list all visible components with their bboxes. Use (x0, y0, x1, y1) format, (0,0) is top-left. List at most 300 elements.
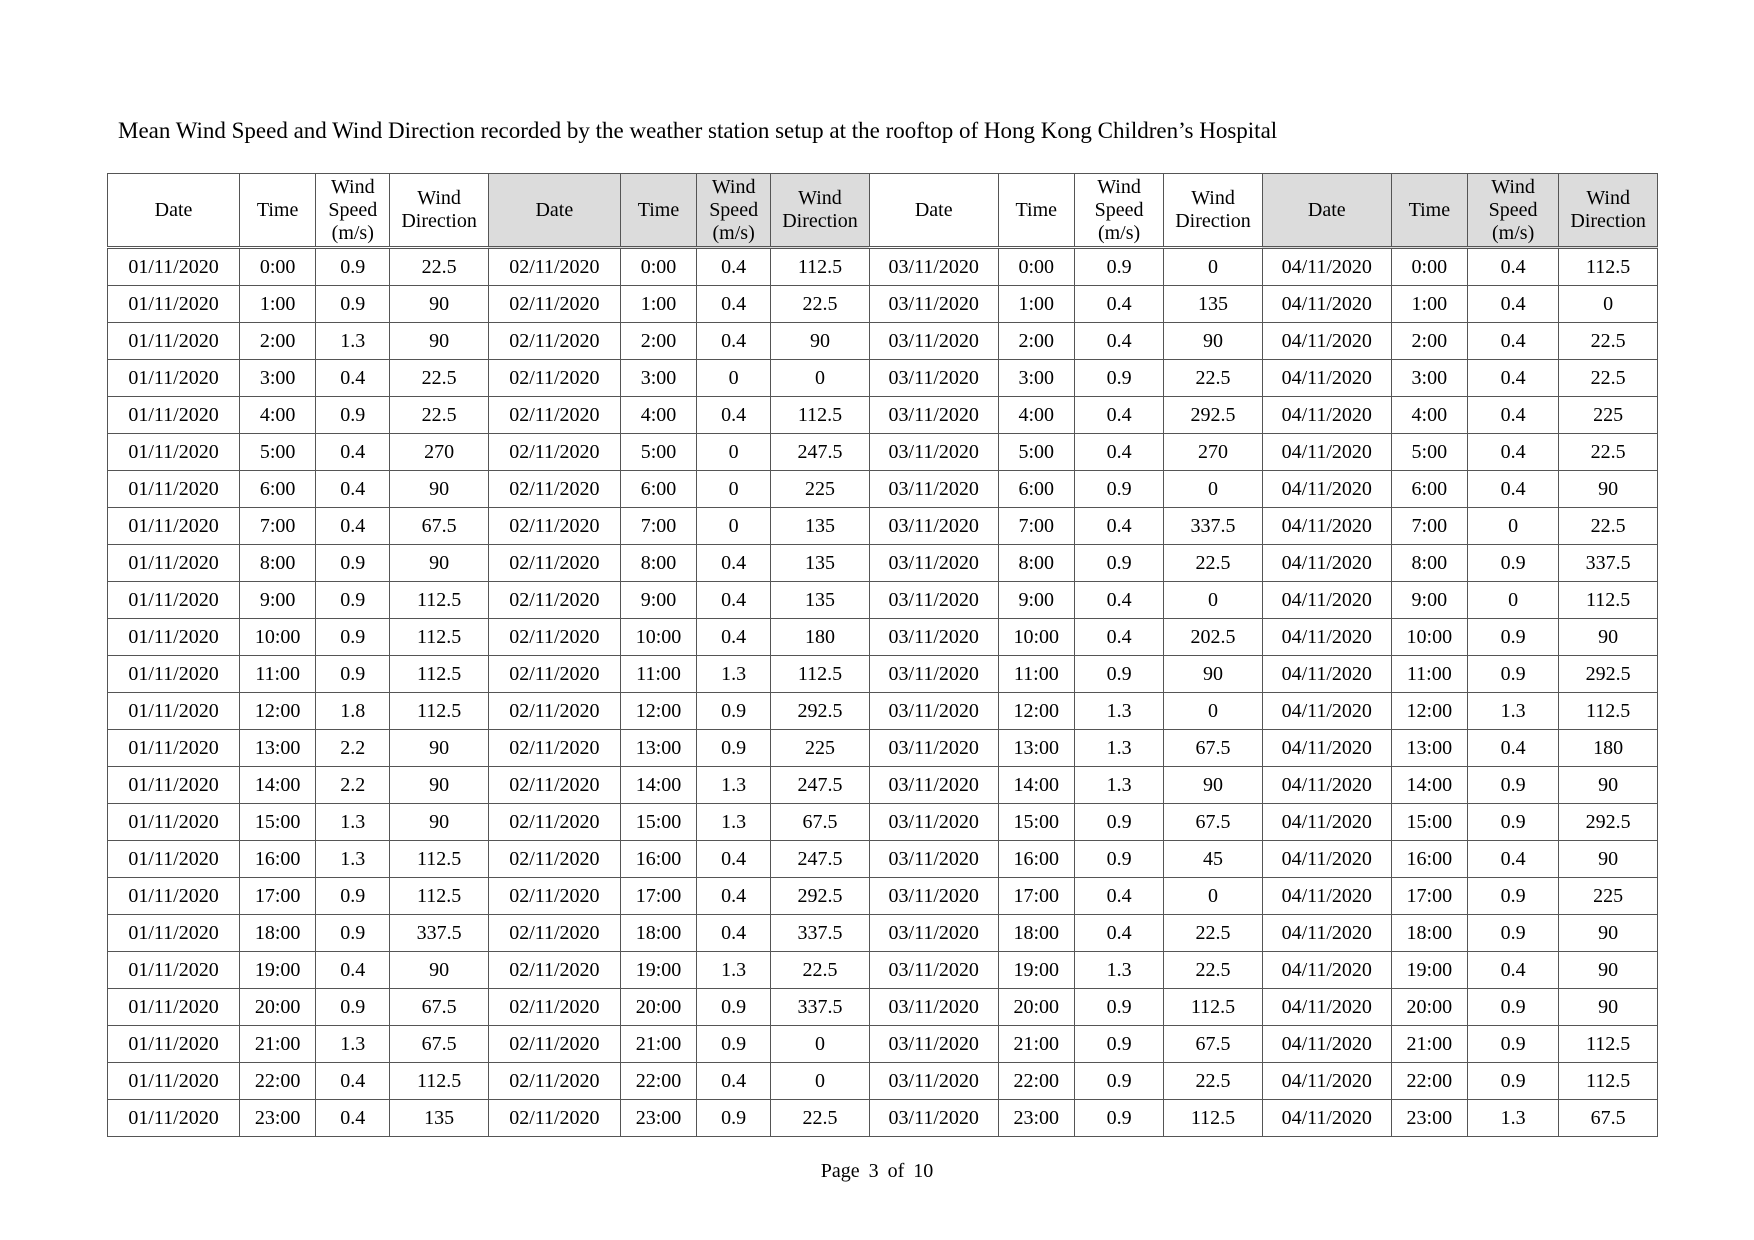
wind-speed-cell: 0.9 (697, 730, 771, 767)
time-cell: 18:00 (998, 915, 1074, 952)
time-cell: 15:00 (620, 804, 696, 841)
date-cell: 04/11/2020 (1262, 1100, 1391, 1137)
time-cell: 20:00 (998, 989, 1074, 1026)
wind-speed-cell: 0.9 (1074, 1026, 1163, 1063)
time-cell: 20:00 (1391, 989, 1467, 1026)
date-cell: 02/11/2020 (488, 878, 620, 915)
wind-speed-cell: 0.4 (1467, 841, 1558, 878)
header-date: Date (108, 174, 240, 248)
time-cell: 5:00 (240, 434, 316, 471)
header-line: Wind (1191, 187, 1235, 209)
header-line: Direction (1175, 210, 1251, 232)
wind-direction-cell: 22.5 (390, 360, 489, 397)
wind-data-table (107, 173, 1658, 1137)
wind-speed-cell: 0.4 (1074, 434, 1163, 471)
header-line: Direction (1570, 210, 1646, 232)
wind-direction-cell: 90 (1559, 471, 1658, 508)
time-cell: 0:00 (240, 248, 316, 286)
wind-direction-cell: 112.5 (1559, 693, 1658, 730)
time-cell: 3:00 (240, 360, 316, 397)
table-row (108, 1026, 1658, 1063)
date-cell: 01/11/2020 (108, 1026, 240, 1063)
date-cell: 04/11/2020 (1262, 952, 1391, 989)
header-time: Time (620, 174, 696, 248)
header-wind-speed (1074, 174, 1163, 248)
wind-speed-cell: 0.4 (316, 1063, 390, 1100)
wind-speed-cell: 0.4 (1074, 397, 1163, 434)
wind-speed-cell: 1.3 (1074, 767, 1163, 804)
wind-direction-cell: 225 (771, 471, 870, 508)
date-cell: 04/11/2020 (1262, 397, 1391, 434)
wind-speed-cell: 0.4 (697, 841, 771, 878)
time-cell: 13:00 (240, 730, 316, 767)
wind-direction-cell: 0 (771, 1063, 870, 1100)
wind-speed-cell: 0.9 (316, 915, 390, 952)
wind-speed-cell: 0.9 (1074, 545, 1163, 582)
wind-direction-cell: 112.5 (771, 248, 870, 286)
date-cell: 03/11/2020 (869, 582, 998, 619)
page-label: Page (820, 1160, 860, 1182)
date-cell: 03/11/2020 (869, 767, 998, 804)
wind-speed-cell: 0.4 (316, 471, 390, 508)
time-cell: 2:00 (1391, 323, 1467, 360)
date-cell: 02/11/2020 (488, 989, 620, 1026)
wind-speed-cell: 0.9 (1467, 804, 1558, 841)
wind-direction-cell: 90 (1164, 323, 1263, 360)
time-cell: 15:00 (240, 804, 316, 841)
wind-direction-cell: 90 (1559, 841, 1658, 878)
date-cell: 04/11/2020 (1262, 1063, 1391, 1100)
header-wind-direction (1164, 174, 1263, 248)
time-cell: 1:00 (620, 286, 696, 323)
time-cell: 7:00 (240, 508, 316, 545)
wind-speed-cell: 0.4 (697, 286, 771, 323)
date-cell: 02/11/2020 (488, 693, 620, 730)
wind-speed-cell: 0.9 (1074, 471, 1163, 508)
wind-speed-cell: 1.3 (697, 952, 771, 989)
date-cell: 04/11/2020 (1262, 804, 1391, 841)
date-cell: 03/11/2020 (869, 397, 998, 434)
date-cell: 04/11/2020 (1262, 471, 1391, 508)
date-cell: 01/11/2020 (108, 286, 240, 323)
date-cell: 03/11/2020 (869, 989, 998, 1026)
header-time: Time (240, 174, 316, 248)
date-cell: 01/11/2020 (108, 434, 240, 471)
date-cell: 02/11/2020 (488, 767, 620, 804)
table-row (108, 360, 1658, 397)
date-cell: 01/11/2020 (108, 989, 240, 1026)
of-label: of (887, 1160, 905, 1182)
time-cell: 10:00 (998, 619, 1074, 656)
wind-speed-cell: 0.9 (316, 989, 390, 1026)
wind-direction-cell: 337.5 (390, 915, 489, 952)
date-cell: 04/11/2020 (1262, 582, 1391, 619)
time-cell: 2:00 (998, 323, 1074, 360)
wind-direction-cell: 292.5 (1559, 804, 1658, 841)
wind-speed-cell: 0.4 (1074, 582, 1163, 619)
time-cell: 6:00 (620, 471, 696, 508)
wind-direction-cell: 112.5 (1559, 1063, 1658, 1100)
wind-speed-cell: 0.9 (316, 878, 390, 915)
time-cell: 14:00 (998, 767, 1074, 804)
wind-direction-cell: 67.5 (390, 989, 489, 1026)
table-row (108, 471, 1658, 508)
time-cell: 12:00 (240, 693, 316, 730)
wind-direction-cell: 112.5 (1164, 989, 1263, 1026)
header-date: Date (1262, 174, 1391, 248)
wind-direction-cell: 67.5 (390, 508, 489, 545)
date-cell: 03/11/2020 (869, 693, 998, 730)
table-row (108, 915, 1658, 952)
wind-speed-cell: 0.4 (316, 434, 390, 471)
time-cell: 5:00 (998, 434, 1074, 471)
date-cell: 03/11/2020 (869, 804, 998, 841)
wind-direction-cell: 180 (771, 619, 870, 656)
date-cell: 04/11/2020 (1262, 323, 1391, 360)
table-row (108, 545, 1658, 582)
wind-speed-cell: 1.3 (1074, 730, 1163, 767)
header-date: Date (488, 174, 620, 248)
date-cell: 01/11/2020 (108, 248, 240, 286)
wind-direction-cell: 292.5 (1164, 397, 1263, 434)
page-number: 3 (868, 1160, 879, 1182)
header-date: Date (869, 174, 998, 248)
wind-speed-cell: 0.9 (1467, 878, 1558, 915)
wind-direction-cell: 0 (771, 360, 870, 397)
wind-speed-cell: 0.4 (316, 952, 390, 989)
wind-direction-cell: 22.5 (1164, 952, 1263, 989)
time-cell: 19:00 (998, 952, 1074, 989)
wind-direction-cell: 67.5 (1164, 804, 1263, 841)
wind-direction-cell: 135 (771, 545, 870, 582)
date-cell: 01/11/2020 (108, 619, 240, 656)
table-row (108, 878, 1658, 915)
time-cell: 12:00 (620, 693, 696, 730)
wind-speed-cell: 0.4 (1467, 248, 1558, 286)
date-cell: 03/11/2020 (869, 286, 998, 323)
wind-speed-cell: 0.4 (316, 360, 390, 397)
wind-direction-cell: 180 (1559, 730, 1658, 767)
time-cell: 0:00 (1391, 248, 1467, 286)
wind-speed-cell: 0.4 (1467, 952, 1558, 989)
wind-direction-cell: 67.5 (390, 1026, 489, 1063)
wind-direction-cell: 22.5 (1559, 323, 1658, 360)
time-cell: 23:00 (998, 1100, 1074, 1137)
date-cell: 04/11/2020 (1262, 545, 1391, 582)
wind-direction-cell: 247.5 (771, 434, 870, 471)
wind-speed-cell: 0.4 (1074, 915, 1163, 952)
wind-direction-cell: 0 (771, 1026, 870, 1063)
time-cell: 11:00 (1391, 656, 1467, 693)
wind-direction-cell: 247.5 (771, 767, 870, 804)
time-cell: 2:00 (620, 323, 696, 360)
time-cell: 18:00 (240, 915, 316, 952)
date-cell: 03/11/2020 (869, 323, 998, 360)
date-cell: 04/11/2020 (1262, 656, 1391, 693)
time-cell: 13:00 (1391, 730, 1467, 767)
table-row (108, 804, 1658, 841)
wind-speed-cell: 0.9 (1467, 619, 1558, 656)
header-line: Wind (417, 187, 461, 209)
date-cell: 01/11/2020 (108, 693, 240, 730)
date-cell: 03/11/2020 (869, 619, 998, 656)
time-cell: 8:00 (240, 545, 316, 582)
time-cell: 17:00 (998, 878, 1074, 915)
wind-direction-cell: 90 (1164, 767, 1263, 804)
wind-speed-cell: 0 (697, 360, 771, 397)
date-cell: 02/11/2020 (488, 1026, 620, 1063)
time-cell: 14:00 (240, 767, 316, 804)
time-cell: 9:00 (1391, 582, 1467, 619)
wind-direction-cell: 22.5 (1164, 360, 1263, 397)
time-cell: 8:00 (998, 545, 1074, 582)
wind-direction-cell: 90 (1559, 915, 1658, 952)
header-line: Speed (709, 198, 759, 221)
table-body (108, 248, 1658, 1137)
wind-speed-cell: 0.4 (697, 582, 771, 619)
wind-speed-cell: 1.3 (697, 804, 771, 841)
wind-speed-cell: 0.9 (316, 545, 390, 582)
wind-speed-cell: 0.4 (1467, 286, 1558, 323)
header-line: (m/s) (331, 221, 374, 244)
date-cell: 01/11/2020 (108, 1100, 240, 1137)
wind-speed-cell: 0.4 (1074, 619, 1163, 656)
header-line: Speed (328, 198, 378, 221)
table-row (108, 286, 1658, 323)
time-cell: 16:00 (620, 841, 696, 878)
wind-speed-cell: 0.4 (1074, 323, 1163, 360)
wind-speed-cell: 0.4 (697, 619, 771, 656)
wind-speed-cell: 1.3 (316, 841, 390, 878)
date-cell: 04/11/2020 (1262, 730, 1391, 767)
time-cell: 2:00 (240, 323, 316, 360)
header-line: Wind (1491, 175, 1535, 198)
wind-direction-cell: 67.5 (1164, 1026, 1263, 1063)
date-cell: 04/11/2020 (1262, 878, 1391, 915)
date-cell: 03/11/2020 (869, 545, 998, 582)
time-cell: 10:00 (240, 619, 316, 656)
table-row (108, 619, 1658, 656)
date-cell: 04/11/2020 (1262, 360, 1391, 397)
header-line: (m/s) (1492, 221, 1535, 244)
date-cell: 04/11/2020 (1262, 767, 1391, 804)
time-cell: 6:00 (240, 471, 316, 508)
wind-direction-cell: 90 (390, 767, 489, 804)
time-cell: 10:00 (620, 619, 696, 656)
header-line: Wind (330, 175, 375, 198)
time-cell: 3:00 (620, 360, 696, 397)
time-cell: 11:00 (620, 656, 696, 693)
time-cell: 7:00 (998, 508, 1074, 545)
wind-direction-cell: 90 (771, 323, 870, 360)
date-cell: 01/11/2020 (108, 915, 240, 952)
table-row (108, 323, 1658, 360)
wind-speed-cell: 0.9 (1074, 804, 1163, 841)
date-cell: 02/11/2020 (488, 804, 620, 841)
time-cell: 9:00 (620, 582, 696, 619)
table-row (108, 730, 1658, 767)
wind-direction-cell: 22.5 (771, 1100, 870, 1137)
wind-direction-cell: 112.5 (390, 582, 489, 619)
header-line: Speed (1094, 198, 1144, 221)
time-cell: 9:00 (998, 582, 1074, 619)
time-cell: 22:00 (620, 1063, 696, 1100)
date-cell: 02/11/2020 (488, 360, 620, 397)
wind-speed-cell: 0.9 (1074, 360, 1163, 397)
table-row (108, 434, 1658, 471)
wind-speed-cell: 0.4 (697, 1063, 771, 1100)
header-wind-speed (316, 174, 390, 248)
time-cell: 21:00 (998, 1026, 1074, 1063)
wind-direction-cell: 90 (390, 471, 489, 508)
date-cell: 04/11/2020 (1262, 248, 1391, 286)
table-row (108, 582, 1658, 619)
wind-speed-cell: 0.9 (1467, 767, 1558, 804)
wind-direction-cell: 112.5 (390, 878, 489, 915)
date-cell: 02/11/2020 (488, 434, 620, 471)
wind-speed-cell: 0.9 (316, 248, 390, 286)
wind-speed-cell: 0.9 (1467, 545, 1558, 582)
time-cell: 7:00 (1391, 508, 1467, 545)
wind-direction-cell: 270 (1164, 434, 1263, 471)
time-cell: 0:00 (998, 248, 1074, 286)
header-line: (m/s) (712, 221, 755, 244)
wind-direction-cell: 22.5 (1164, 545, 1263, 582)
wind-direction-cell: 22.5 (1559, 508, 1658, 545)
wind-speed-cell: 0.4 (1467, 471, 1558, 508)
wind-direction-cell: 0 (1164, 693, 1263, 730)
wind-direction-cell: 22.5 (771, 952, 870, 989)
wind-speed-cell: 0.4 (316, 1100, 390, 1137)
wind-direction-cell: 337.5 (771, 915, 870, 952)
time-cell: 15:00 (998, 804, 1074, 841)
wind-direction-cell: 22.5 (1164, 1063, 1263, 1100)
date-cell: 02/11/2020 (488, 1100, 620, 1137)
table-row (108, 989, 1658, 1026)
time-cell: 6:00 (1391, 471, 1467, 508)
wind-direction-cell: 112.5 (390, 656, 489, 693)
wind-speed-cell: 0.4 (1467, 360, 1558, 397)
wind-speed-cell: 0.4 (1467, 323, 1558, 360)
wind-speed-cell: 2.2 (316, 730, 390, 767)
wind-speed-cell: 0.9 (1467, 1063, 1558, 1100)
date-cell: 02/11/2020 (488, 656, 620, 693)
wind-direction-cell: 135 (771, 582, 870, 619)
time-cell: 5:00 (1391, 434, 1467, 471)
date-cell: 03/11/2020 (869, 915, 998, 952)
header-time: Time (1391, 174, 1467, 248)
wind-direction-cell: 112.5 (390, 841, 489, 878)
wind-speed-cell: 2.2 (316, 767, 390, 804)
wind-speed-cell: 0.9 (316, 286, 390, 323)
date-cell: 03/11/2020 (869, 1100, 998, 1137)
time-cell: 14:00 (620, 767, 696, 804)
header-wind-speed (697, 174, 771, 248)
wind-direction-cell: 225 (1559, 397, 1658, 434)
time-cell: 22:00 (240, 1063, 316, 1100)
wind-direction-cell: 0 (1164, 248, 1263, 286)
time-cell: 16:00 (240, 841, 316, 878)
wind-speed-cell: 1.3 (1467, 693, 1558, 730)
wind-direction-cell: 247.5 (771, 841, 870, 878)
page-title: Mean Wind Speed and Wind Direction recorded by the weather station setup at the rooftop of Hong Kong Children’s Hospital (118, 118, 1278, 143)
wind-direction-cell: 67.5 (1559, 1100, 1658, 1137)
wind-direction-cell: 112.5 (1559, 582, 1658, 619)
time-cell: 1:00 (998, 286, 1074, 323)
wind-direction-cell: 22.5 (390, 397, 489, 434)
date-cell: 02/11/2020 (488, 248, 620, 286)
wind-speed-cell: 0.9 (1467, 1026, 1558, 1063)
time-cell: 18:00 (620, 915, 696, 952)
wind-speed-cell: 1.3 (1074, 693, 1163, 730)
wind-speed-cell: 0.4 (1074, 508, 1163, 545)
wind-direction-cell: 90 (1164, 656, 1263, 693)
date-cell: 04/11/2020 (1262, 989, 1391, 1026)
wind-direction-cell: 337.5 (1164, 508, 1263, 545)
time-cell: 17:00 (240, 878, 316, 915)
table-row (108, 767, 1658, 804)
date-cell: 03/11/2020 (869, 952, 998, 989)
wind-speed-cell: 0 (697, 471, 771, 508)
wind-speed-cell: 0.9 (697, 1100, 771, 1137)
wind-direction-cell: 0 (1164, 582, 1263, 619)
wind-direction-cell: 292.5 (1559, 656, 1658, 693)
time-cell: 9:00 (240, 582, 316, 619)
wind-direction-cell: 90 (390, 804, 489, 841)
time-cell: 11:00 (240, 656, 316, 693)
wind-direction-cell: 202.5 (1164, 619, 1263, 656)
wind-direction-cell: 22.5 (771, 286, 870, 323)
wind-speed-cell: 0.9 (1467, 915, 1558, 952)
wind-direction-cell: 90 (1559, 619, 1658, 656)
time-cell: 13:00 (620, 730, 696, 767)
table-row (108, 1063, 1658, 1100)
date-cell: 03/11/2020 (869, 1063, 998, 1100)
header-time: Time (998, 174, 1074, 248)
wind-speed-cell: 0.9 (697, 693, 771, 730)
wind-direction-cell: 22.5 (1164, 915, 1263, 952)
wind-direction-cell: 112.5 (390, 693, 489, 730)
wind-direction-cell: 22.5 (1559, 360, 1658, 397)
date-cell: 02/11/2020 (488, 841, 620, 878)
table-row (108, 693, 1658, 730)
date-cell: 02/11/2020 (488, 952, 620, 989)
wind-speed-cell: 0.9 (1074, 248, 1163, 286)
wind-direction-cell: 112.5 (390, 1063, 489, 1100)
table-row (108, 656, 1658, 693)
time-cell: 18:00 (1391, 915, 1467, 952)
time-cell: 3:00 (998, 360, 1074, 397)
wind-speed-cell: 0.9 (1074, 1063, 1163, 1100)
header-line: Direction (401, 210, 477, 232)
wind-speed-cell: 0.9 (1074, 989, 1163, 1026)
wind-direction-cell: 90 (390, 323, 489, 360)
header-line: Wind (711, 175, 756, 198)
time-cell: 4:00 (1391, 397, 1467, 434)
time-cell: 23:00 (1391, 1100, 1467, 1137)
date-cell: 03/11/2020 (869, 730, 998, 767)
wind-speed-cell: 0.4 (1074, 286, 1163, 323)
wind-speed-cell: 0.9 (1074, 841, 1163, 878)
time-cell: 19:00 (620, 952, 696, 989)
date-cell: 04/11/2020 (1262, 286, 1391, 323)
header-line: Wind (1586, 187, 1630, 209)
time-cell: 8:00 (1391, 545, 1467, 582)
time-cell: 3:00 (1391, 360, 1467, 397)
date-cell: 03/11/2020 (869, 434, 998, 471)
date-cell: 03/11/2020 (869, 878, 998, 915)
table-row (108, 1100, 1658, 1137)
